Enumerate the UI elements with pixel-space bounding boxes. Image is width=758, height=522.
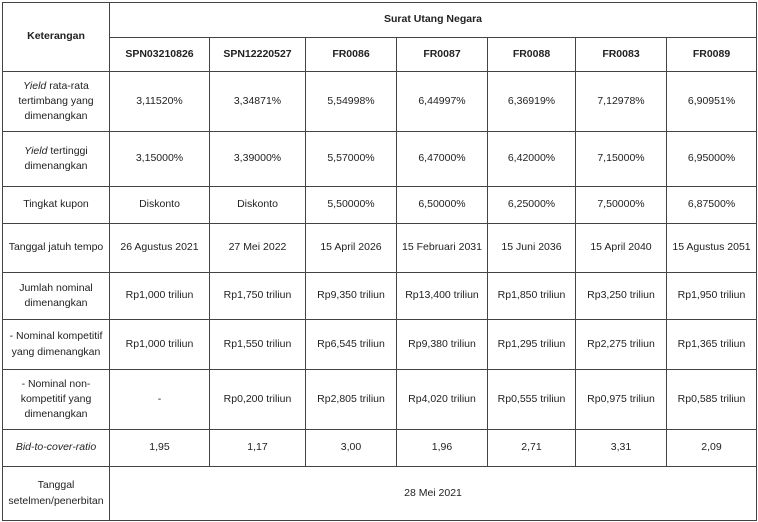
table-cell: 6,42000% xyxy=(488,132,576,187)
row-nominal-kompetitif xyxy=(3,320,757,370)
table-cell: 7,12978% xyxy=(576,72,667,132)
table-cell: 3,00 xyxy=(306,430,397,467)
series-header: SPN12220527 xyxy=(210,38,306,72)
label-text: rata-rata tertimbang yang dimenangkan xyxy=(18,79,94,123)
table-cell: 3,34871% xyxy=(210,72,306,132)
table-cell: 6,87500% xyxy=(667,187,757,224)
table-cell: Rp9,350 triliun xyxy=(306,273,397,320)
table-cell: Rp0,555 triliun xyxy=(488,370,576,430)
table-cell: Rp1,950 triliun xyxy=(667,273,757,320)
row-label: Tanggal setelmen/penerbitan xyxy=(3,467,110,521)
table-cell: 3,11520% xyxy=(110,72,210,132)
label-italic: Bid-to-cover-ratio xyxy=(15,441,97,454)
header-row-group xyxy=(3,3,757,38)
table-cell: 15 Agustus 2051 xyxy=(667,224,757,273)
table-cell: 2,09 xyxy=(667,430,757,467)
table-cell: 6,95000% xyxy=(667,132,757,187)
label-text: tertinggi dimenangkan xyxy=(24,144,88,172)
table-cell: 6,44997% xyxy=(397,72,488,132)
row-bid-to-cover xyxy=(3,430,757,467)
table-cell: 15 April 2040 xyxy=(576,224,667,273)
label-italic: Yield xyxy=(24,144,48,157)
table-cell: 7,15000% xyxy=(576,132,667,187)
row-label: - Nominal kompetitif yang dimenangkan xyxy=(3,320,110,370)
table-cell: 6,50000% xyxy=(397,187,488,224)
row-label xyxy=(3,430,110,467)
table-cell: Diskonto xyxy=(110,187,210,224)
header-row-series xyxy=(3,38,757,72)
table-cell: Rp2,275 triliun xyxy=(576,320,667,370)
series-header: SPN03210826 xyxy=(110,38,210,72)
table-cell: Rp1,750 triliun xyxy=(210,273,306,320)
table-cell: 7,50000% xyxy=(576,187,667,224)
table-cell: Rp13,400 triliun xyxy=(397,273,488,320)
setelmen-date: 28 Mei 2021 xyxy=(110,467,757,521)
table-cell: Rp2,805 triliun xyxy=(306,370,397,430)
series-header: FR0086 xyxy=(306,38,397,72)
table-cell: Rp0,200 triliun xyxy=(210,370,306,430)
row-yield-max xyxy=(3,132,757,187)
row-label: Tingkat kupon xyxy=(3,187,110,224)
row-yield-avg xyxy=(3,72,757,132)
row-label: Tanggal jatuh tempo xyxy=(3,224,110,273)
row-label: - Nominal non-kompetitif yang dimenangkan xyxy=(3,370,110,430)
table-cell: 3,39000% xyxy=(210,132,306,187)
row-label xyxy=(3,132,110,187)
row-label xyxy=(3,72,110,132)
table-cell: 6,36919% xyxy=(488,72,576,132)
table-cell: 15 April 2026 xyxy=(306,224,397,273)
table-cell: Rp3,250 triliun xyxy=(576,273,667,320)
series-header: FR0083 xyxy=(576,38,667,72)
table-cell: Rp9,380 triliun xyxy=(397,320,488,370)
row-label: Jumlah nominal dimenangkan xyxy=(3,273,110,320)
table-cell: 5,57000% xyxy=(306,132,397,187)
table-cell: Rp0,585 triliun xyxy=(667,370,757,430)
series-header: FR0087 xyxy=(397,38,488,72)
header-surat-utang-negara: Surat Utang Negara xyxy=(110,3,757,38)
table-cell: 5,50000% xyxy=(306,187,397,224)
row-setelmen xyxy=(3,467,757,521)
row-jumlah-nominal xyxy=(3,273,757,320)
table-cell: - xyxy=(110,370,210,430)
table-cell: 6,47000% xyxy=(397,132,488,187)
table-cell: Rp4,020 triliun xyxy=(397,370,488,430)
table-cell: 26 Agustus 2021 xyxy=(110,224,210,273)
row-nominal-non-kompetitif xyxy=(3,370,757,430)
table-cell: Rp1,295 triliun xyxy=(488,320,576,370)
table-cell: 6,25000% xyxy=(488,187,576,224)
table-cell: 1,17 xyxy=(210,430,306,467)
table-cell: Diskonto xyxy=(210,187,306,224)
series-header: FR0088 xyxy=(488,38,576,72)
table-cell: Rp0,975 triliun xyxy=(576,370,667,430)
table-cell: Rp1,000 triliun xyxy=(110,273,210,320)
row-jatuh-tempo xyxy=(3,224,757,273)
row-tingkat-kupon xyxy=(3,187,757,224)
header-keterangan: Keterangan xyxy=(3,3,110,72)
table-cell: Rp1,365 triliun xyxy=(667,320,757,370)
series-header: FR0089 xyxy=(667,38,757,72)
table-cell: 2,71 xyxy=(488,430,576,467)
table-cell: Rp1,000 triliun xyxy=(110,320,210,370)
table-cell: 3,31 xyxy=(576,430,667,467)
table-cell: Rp6,545 triliun xyxy=(306,320,397,370)
table-cell: 1,95 xyxy=(110,430,210,467)
table-cell: Rp1,850 triliun xyxy=(488,273,576,320)
table-cell: 15 Februari 2031 xyxy=(397,224,488,273)
table-cell: 5,54998% xyxy=(306,72,397,132)
table-cell: Rp1,550 triliun xyxy=(210,320,306,370)
auction-results-table xyxy=(2,2,757,521)
table-cell: 15 Juni 2036 xyxy=(488,224,576,273)
label-italic: Yield xyxy=(23,79,47,92)
table-cell: 27 Mei 2022 xyxy=(210,224,306,273)
table-cell: 3,15000% xyxy=(110,132,210,187)
table-cell: 6,90951% xyxy=(667,72,757,132)
table-cell: 1,96 xyxy=(397,430,488,467)
